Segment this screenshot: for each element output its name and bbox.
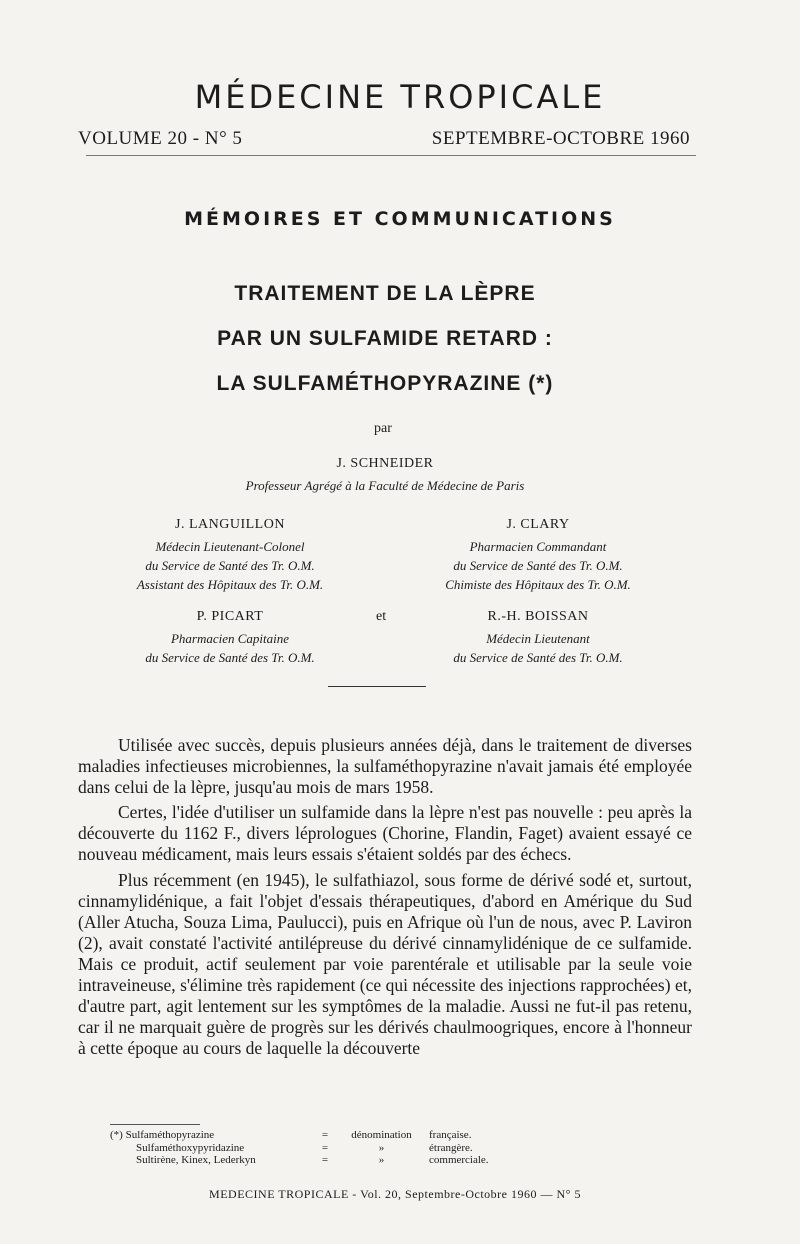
author-affiliation-line: Pharmacien Capitaine [170,631,290,646]
journal-title: MÉDECINE TROPICALE [194,78,606,116]
running-footer: MEDECINE TROPICALE - Vol. 20, Septembre-Octobre 1960 — N° 5 [209,1187,581,1201]
author-affiliation-line: Chimiste des Hôpitaux des Tr. O.M. [445,577,631,592]
footnote-row [110,1142,489,1155]
footnote-value: commerciale. [429,1154,489,1166]
footnote-rule [110,1124,200,1125]
footnote-equals: = [321,1141,329,1154]
author-affiliation-line: du Service de Santé des Tr. O.M. [145,650,315,665]
header-rule [86,155,696,156]
lead-author-affiliation: Professeur Agrégé à la Faculté de Médecine de Paris [245,478,525,493]
footnote-mark: (*) [110,1129,123,1141]
footnote-term: Sulfaméthoxypyridazine [136,1141,245,1154]
section-divider [328,686,426,687]
lead-author-name: J. SCHNEIDER [336,456,434,471]
footnote-kind: » [378,1154,385,1166]
footnote-value: étrangère. [429,1141,473,1154]
footnote-equals: = [321,1129,329,1141]
article-title-line-2: PAR UN SULFAMIDE RETARD : [217,327,553,350]
issue-date: SEPTEMBRE-OCTOBRE 1960 [431,128,690,149]
footnote-kind: » [378,1141,385,1154]
author-name: J. LANGUILLON [175,517,285,532]
body-paragraph: Plus récemment (en 1945), le sulfathiazol, sous forme de dérivé sodé et, surtout, cinnamylidénique, a fait l'objet d'essais thérapeutiques, d'abord en Amérique du Sud (Aller Atucha, Souza Lima, Paulucci), puis en Afrique où l'un de nous, avec P. Laviron (2), avait constaté l'activité antilépreuse du dérivé cinnamylidénique de ce sulfamide. Mais ce produit, actif seulement par voie parentérale et utilisable par la seule voie intraveineuse, s'élimine très rapidement (ce qui nécessite des injections rapprochées) et, d'autre part, agit lentement sur les symptômes de la maladie. Aussi ne fut-il pas retenu, car il ne marquait guère de progrès sur les dérivés chaulmoogriques, encore à l'honneur à cette époque au cours de laquelle la découverte [78,869,692,1059]
author-affiliation-line: Médecin Lieutenant-Colonel [155,539,305,554]
section-heading: MÉMOIRES ET COMMUNICATIONS [184,208,616,230]
author-name: J. CLARY [506,517,570,532]
author-block [408,607,668,667]
footnote-term: Sulfaméthopyrazine [125,1129,215,1141]
footnote-row [110,1129,489,1142]
footnote-value: française. [429,1129,472,1141]
author-name: R.-H. BOISSAN [487,609,589,624]
author-block [100,515,360,594]
author-block [100,607,360,667]
author-affiliation-line: du Service de Santé des Tr. O.M. [145,558,315,573]
author-affiliation-line: du Service de Santé des Tr. O.M. [453,650,623,665]
author-affiliation-line: Assistant des Hôpitaux des Tr. O.M. [136,577,324,592]
footnote-table [110,1129,489,1167]
author-block [408,515,668,594]
article-title-line-1: TRAITEMENT DE LA LÈPRE [234,282,536,305]
footnote-term: Sultirène, Kinex, Lederkyn [136,1154,256,1166]
footnote-row [110,1154,489,1167]
author-affiliation-line: Médecin Lieutenant [486,631,590,646]
author-affiliation-line: Pharmacien Commandant [469,539,607,554]
author-name: P. PICART [196,609,264,624]
article-title-line-3: LA SULFAMÉTHOPYRAZINE (*) [216,372,554,395]
footnote-kind: dénomination [351,1129,412,1141]
volume-number: VOLUME 20 - N° 5 [78,128,243,149]
footnote-equals: = [321,1154,329,1166]
author-affiliation-line: du Service de Santé des Tr. O.M. [453,558,623,573]
body-paragraph: Certes, l'idée d'utiliser un sulfamide dans la lèpre n'est pas nouvelle : peu après la découverte du 1162 F., divers léprologues (Chorine, Flandin, Faget) avaient essayé ce nouveau médicament, mais leurs essais s'étaient soldés par des échecs. [78,802,692,865]
by-word: par [374,421,392,436]
article-body [78,735,692,1059]
body-paragraph: Utilisée avec succès, depuis plusieurs années déjà, dans le traitement de diverses maladies infectieuses microbiennes, la sulfaméthopyrazine n'avait jamais été employée dans celui de la lèpre, jusqu'au mois de mars 1958. [78,735,692,798]
conjunction-et: et [376,609,387,624]
